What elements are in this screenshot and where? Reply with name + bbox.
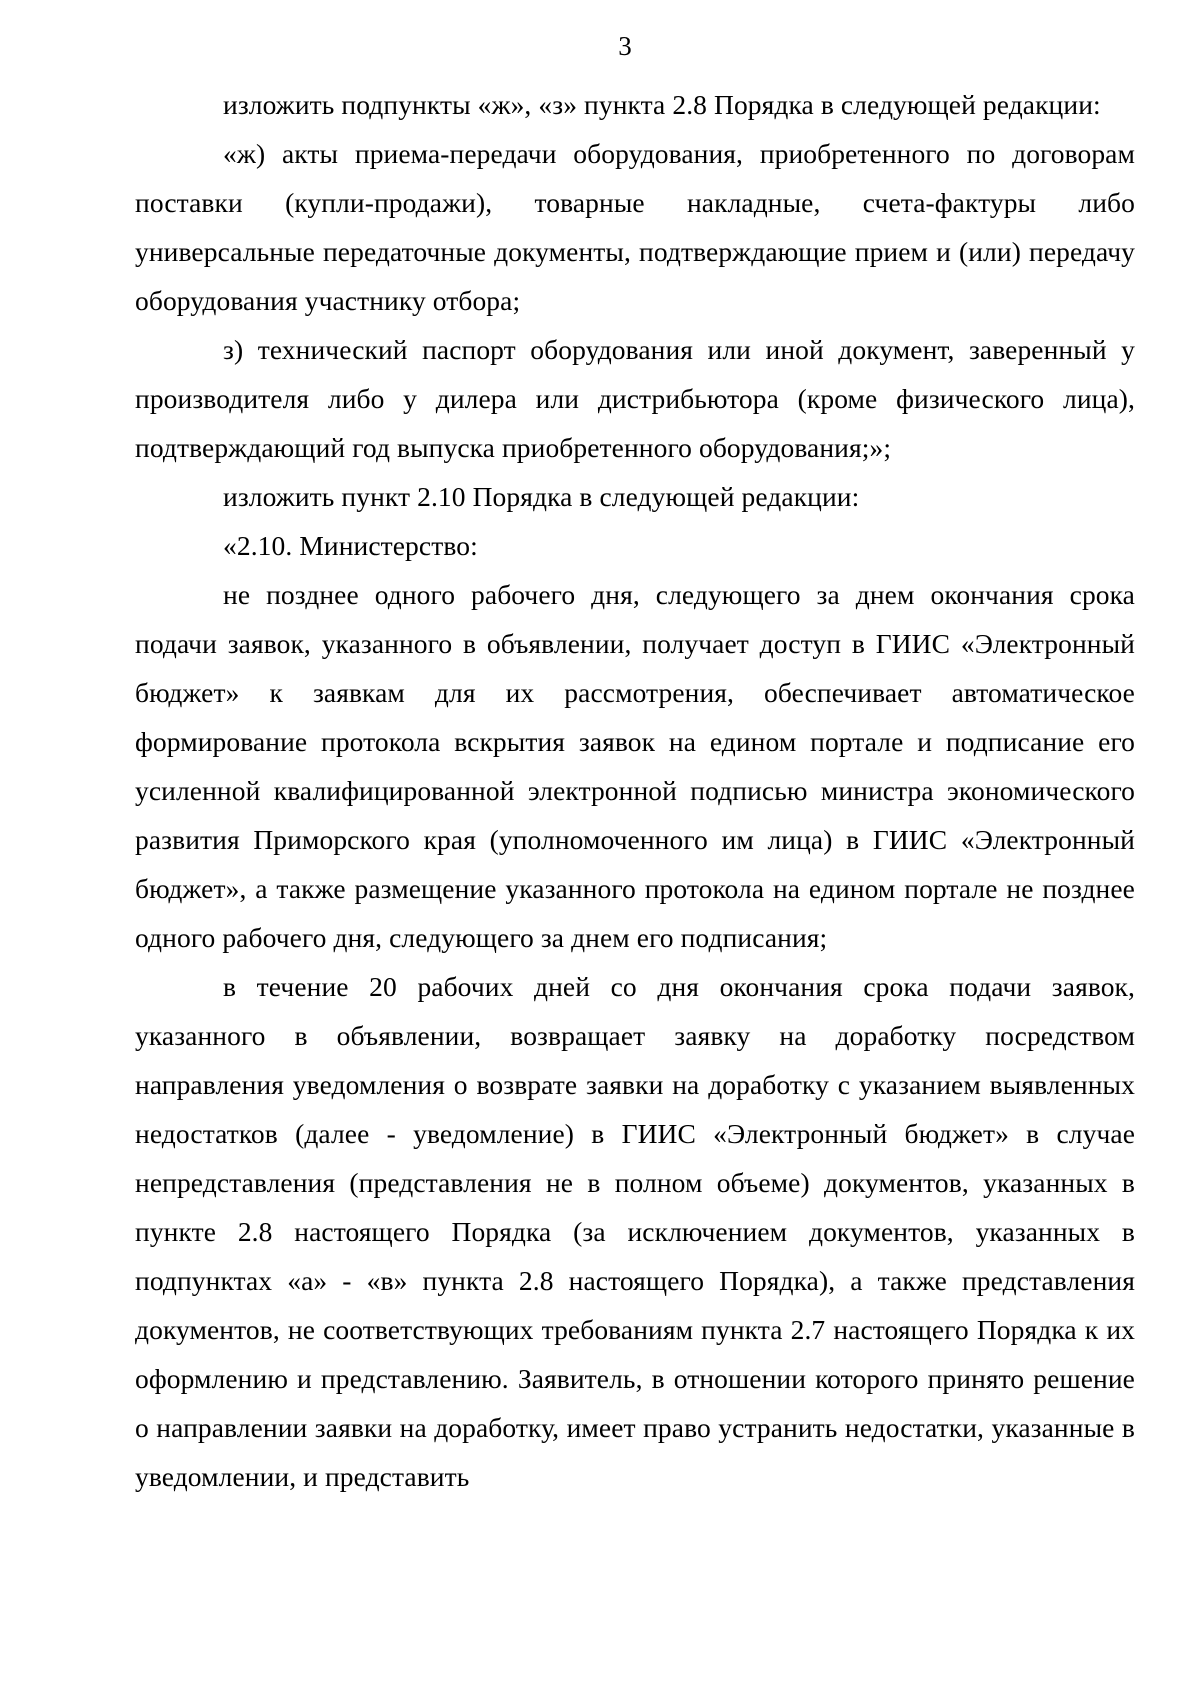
paragraph-ministry-heading: «2.10. Министерство: [223, 530, 478, 561]
paragraph-return-for-revision: в течение 20 рабочих дней со дня окончания срока подачи заявок, указанного в объявлении, возвращает заявку на доработку посредством направления уведомления о возврате заявки на доработку с указанием выявленных недостатков (далее - уведомление) в ГИИС «Электронный бюджет» в случае непредставления (представления не в полном объеме) документов, указанных в пункте 2.8 настоящего Порядка (за исключением документов, указанных в подпунктах «а» - «в» пункта 2.8 настоящего Порядка), а также представления документов, не соответствующих требованиям пункта 2.7 настоящего Порядка к их оформлению и представлению. Заявитель, в отношении которого принято решение о направлении заявки на доработку, имеет право устранить недостатки, указанные в уведомлении, и представить [135, 971, 1135, 1492]
page-number: 3 [618, 31, 632, 61]
document-body [135, 80, 1135, 1501]
paragraph-subitem-zh: «ж) акты приема-передачи оборудования, приобретенного по договорам поставки (купли-продажи), товарные накладные, счета-фактуры либо универсальные передаточные документы, подтверждающие прием и (или) передачу оборудования участнику отбора; [135, 138, 1135, 316]
paragraph-subitem-z: з) технический паспорт оборудования или иной документ, заверенный у производителя либо у дилера или дистрибьютора (кроме физического лица), подтверждающий год выпуска приобретенного оборудования;»; [135, 334, 1135, 463]
paragraph-amend-item-2-10: изложить пункт 2.10 Порядка в следующей редакции: [223, 481, 860, 512]
paragraph-amend-subitems: изложить подпункты «ж», «з» пункта 2.8 Порядка в следующей редакции: [223, 89, 1101, 120]
paragraph-protocol-access: не позднее одного рабочего дня, следующего за днем окончания срока подачи заявок, указанного в объявлении, получает доступ в ГИИС «Электронный бюджет» к заявкам для их рассмотрения, обеспечивает автоматическое формирование протокола вскрытия заявок на едином портале и подписание его усиленной квалифицированной электронной подписью министра экономического развития Приморского края (уполномоченного им лица) в ГИИС «Электронный бюджет», а также размещение указанного протокола на едином портале не позднее одного рабочего дня, следующего за днем его подписания; [135, 579, 1135, 953]
